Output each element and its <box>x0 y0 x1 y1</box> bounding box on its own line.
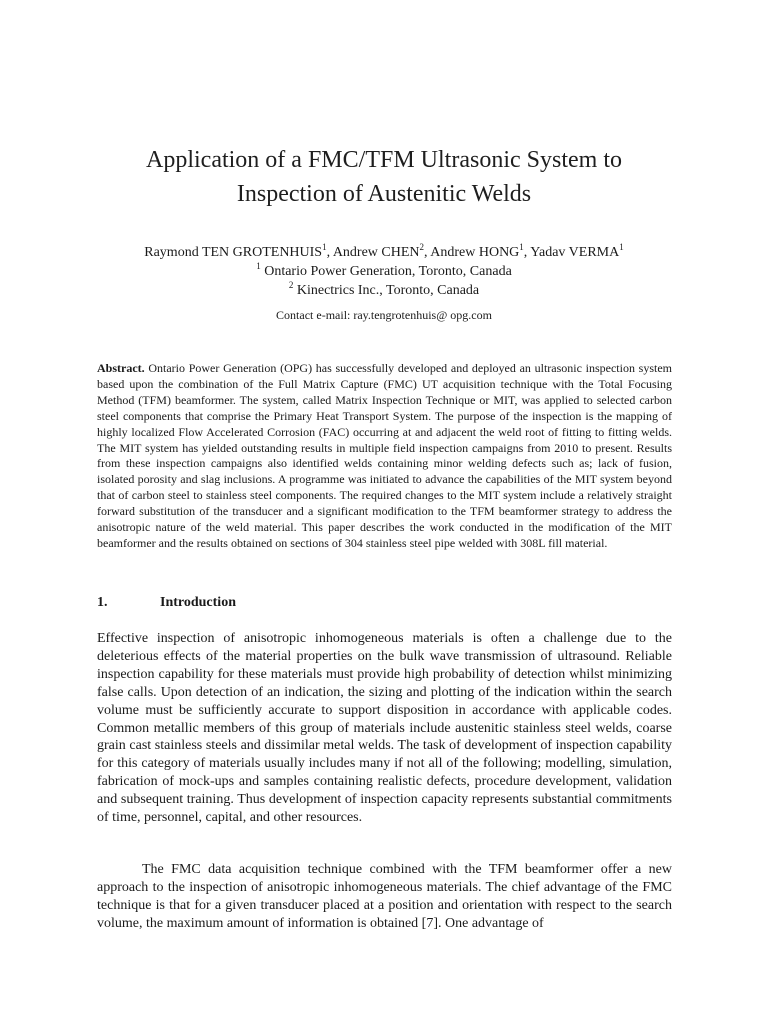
affiliation-1-marker: 1 <box>256 261 261 271</box>
author-3: , Andrew HONG <box>424 245 520 260</box>
author-block <box>0 243 768 300</box>
author-3-affiliation: 1 <box>519 242 524 252</box>
paper-title <box>0 143 768 211</box>
title-line-1: Application of a FMC/TFM Ultrasonic System to <box>146 147 622 173</box>
affiliation-2-marker: 2 <box>288 280 294 290</box>
author-1: Raymond TEN GROTENHUIS <box>144 245 323 260</box>
author-4-affiliation: 1 <box>619 242 624 252</box>
abstract-label: Abstract. <box>97 361 145 375</box>
author-2: , Andrew CHEN <box>326 245 420 260</box>
section-heading-introduction <box>97 593 236 612</box>
affiliation-1-text: Ontario Power Generation, Toronto, Canada <box>264 264 512 279</box>
abstract <box>97 361 672 552</box>
body-paragraph-2: The FMC data acquisition technique combined with the TFM beamformer offer a new approach to the inspection of anisotropic inhomogeneous materials. The chief advantage of the FMC technique is that for a given transducer placed at a position and orientation with respect to the search volume, the maximum amount of information is obtained [7]. One advantage of <box>97 862 672 931</box>
contact-email: Contact e-mail: ray.tengrotenhuis@ opg.com <box>276 308 492 322</box>
author-list <box>0 243 768 262</box>
section-title: Introduction <box>160 595 236 610</box>
section-number: 1. <box>97 595 108 610</box>
body-paragraph-1: Effective inspection of anisotropic inhomogeneous materials is often a challenge due to the deleterious effects of the material properties on the bulk wave transmission of ultrasound. Reliable inspection capability for these materials must provide high probability of detection whilst minimizing false calls. Upon detection of an indication, the sizing and plotting of the indication within the search volume must be sufficiently accurate to support disposition in accordance with applicable codes. Common metallic members of this group of materials include austenitic stainless steel welds, coarse grain cast stainless steels and dissimilar metal welds. The task of development of inspection capability for this category of materials usually includes many if not all of the following; modelling, simulation, fabrication of mock-ups and samples containing realistic defects, procedure development, validation and subsequent training. Thus development of inspection capacity represents substantial commitments of time, personnel, capital, and other resources. <box>97 631 672 826</box>
affiliation-1 <box>0 262 768 281</box>
author-2-affiliation: 2 <box>419 242 425 252</box>
affiliation-2-text: Kinectrics Inc., Toronto, Canada <box>296 283 480 298</box>
title-line-2: Inspection of Austenitic Welds <box>236 181 532 207</box>
author-4: , Yadav VERMA <box>523 245 620 260</box>
abstract-text: Ontario Power Generation (OPG) has successfully developed and deployed an ultrasonic inspection system based upon the combination of the Full Matrix Capture (FMC) UT acquisition technique with the Total Focusing Method (TFM) beamformer. The system, called Matrix Inspection Technique or MIT, was applied to selected carbon steel components that comprise the Primary Heat Transport System. The purpose of the inspection is the mapping of highly localized Flow Accelerated Corrosion (FAC) occurring at and adjacent the weld root of fitting to fitting welds. The MIT system has yielded outstanding results in multiple field inspection campaigns from 2010 to present. Results from these inspection campaigns also identified welds containing minor welding defects such as; lack of fusion, isolated porosity and slag inclusions. A programme was initiated to advance the capabilities of the MIT system beyond that of carbon steel to stainless steel components. The required changes to the MIT system include a relatively straight forward substitution of the transducer and a significant modification to the TFM beamformer strategy to address the anisotropic nature of the weld material. This paper describes the work conducted in the modification of the MIT beamformer and the results obtained on sections of 304 stainless steel pipe welded with 308L fill material. <box>97 361 672 550</box>
author-1-affiliation: 1 <box>322 242 327 252</box>
affiliation-2 <box>0 281 768 300</box>
